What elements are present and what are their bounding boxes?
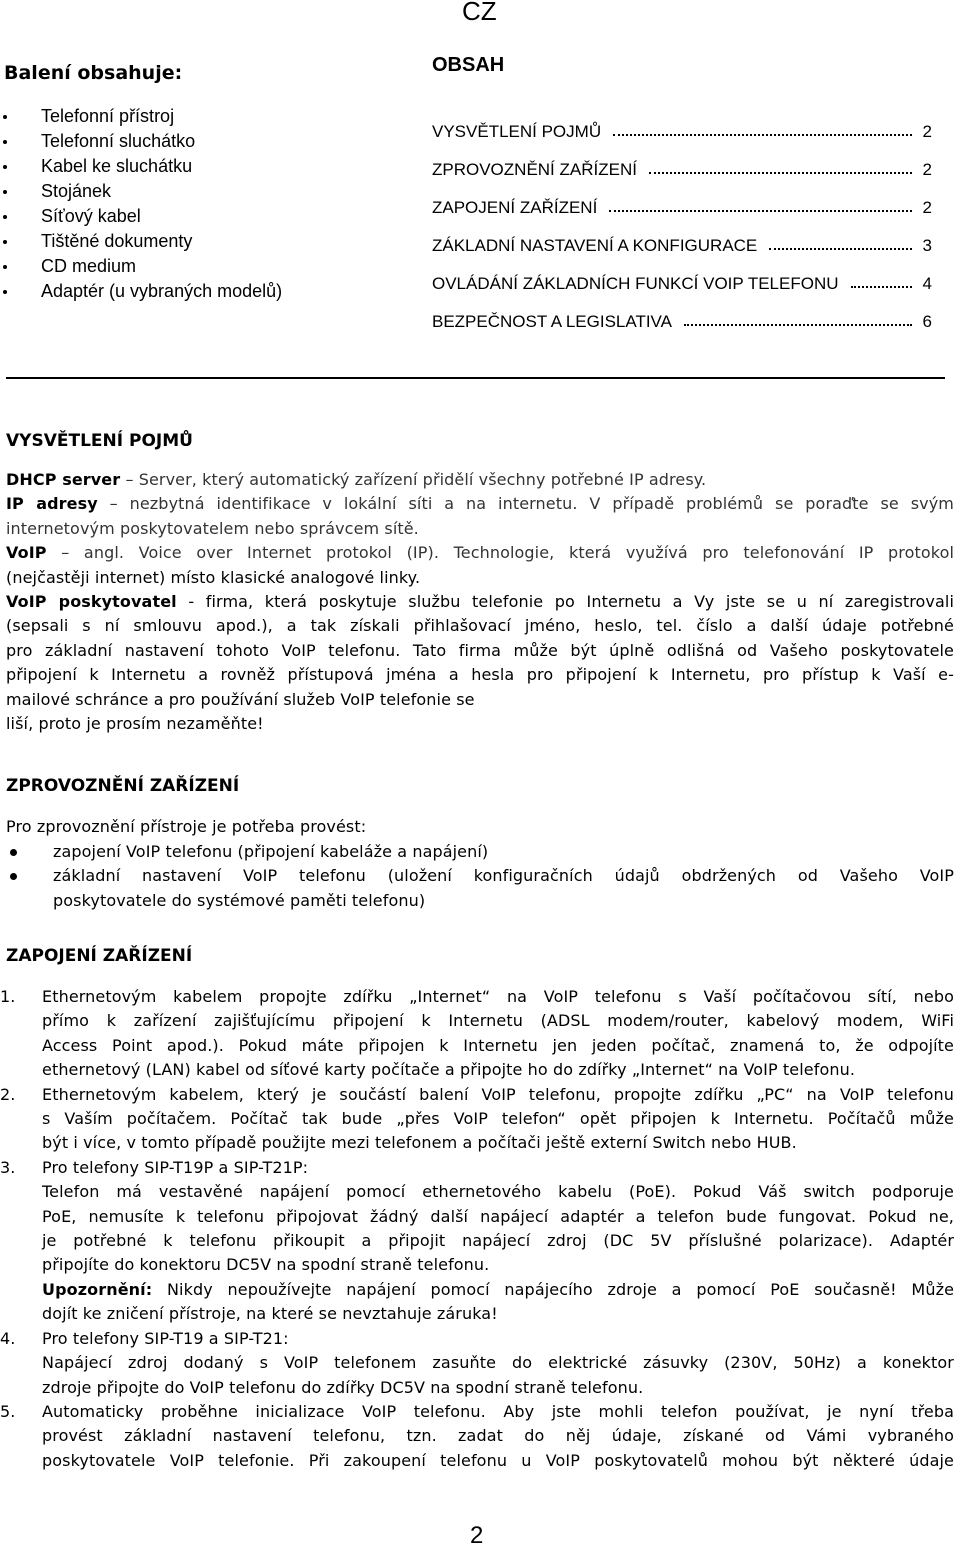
toc-leader xyxy=(851,286,912,288)
step-item xyxy=(0,985,954,1083)
step-item xyxy=(0,1400,954,1473)
list-item: Telefonní sluchátko xyxy=(0,129,282,154)
warning-label: Upozornění: xyxy=(42,1279,153,1299)
definition-line: (sepsali s ní smlouvu apod.), a tak získali přihlašovací jméno, heslo, tel. číslo a další údaje potřebné xyxy=(6,616,954,636)
toc-leader xyxy=(613,134,912,136)
toc-label: BEZPEČNOST A LEGISLATIVA xyxy=(432,312,672,331)
toc-page: 4 xyxy=(922,274,932,293)
list-item-line: základní nastavení VoIP telefonu (uložení konfiguračních údajů obdržených od Vašeho VoIP xyxy=(53,866,954,886)
glossary-section xyxy=(6,468,954,736)
definition: – angl. Voice over Internet protokol (IP). Technologie, která využívá pro telefonování IP protokol xyxy=(61,543,954,563)
glossary-ip xyxy=(6,492,954,516)
toc-entry[interactable] xyxy=(432,104,932,142)
connect-steps xyxy=(0,985,955,1473)
term: IP adresy xyxy=(6,494,98,514)
toc-label: ZPROVOZNĚNÍ ZAŘÍZENÍ xyxy=(432,160,637,179)
step-item xyxy=(0,1156,955,1327)
toc-entry[interactable] xyxy=(432,180,932,218)
list-item: Síťový kabel xyxy=(0,204,282,229)
warning-text: Nikdy nepoužívejte napájení pomocí napájecího zdroje a pomocí PoE současně! Může xyxy=(166,1279,955,1299)
step-line: být i více, v tomto případě použijte mezi telefonem a počítači ještě externí Switch nebo HUB. xyxy=(42,1133,797,1153)
toc-label: OVLÁDÁNÍ ZÁKLADNÍCH FUNKCÍ VOIP TELEFONU xyxy=(432,274,839,293)
step-number: 4. xyxy=(0,1328,16,1348)
step-line: zdroje připojte do VoIP telefonu do zdířky DC5V na spodní straně telefonu. xyxy=(42,1377,644,1397)
definition-line: mailové schránce a pro používání služeb VoIP telefonie se xyxy=(6,689,475,709)
list-item: Adaptér (u vybraných modelů) xyxy=(0,279,282,304)
step-line: Ethernetovým kabelem propojte zdířku „Internet“ na VoIP telefonu s Vaší počítačovou sítí, nebo xyxy=(42,987,954,1006)
step-number: 3. xyxy=(0,1157,16,1177)
list-item: Stojánek xyxy=(0,179,282,204)
step-line: provést základní nastavení telefonu, tzn. zadat do něj údaje, získané od Vámi vybraného xyxy=(42,1426,954,1446)
page-number: 2 xyxy=(470,1522,484,1549)
definition-continued: internetovým poskytovatelem nebo správcem sítě. xyxy=(6,518,419,538)
definition-line: pro základní nastavení tohoto VoIP telefonu. Tato firma může být úplně odlišná od Vašeho poskytovatele xyxy=(6,640,954,660)
glossary-voip xyxy=(6,541,954,565)
glossary-dhcp xyxy=(6,468,954,492)
definition-line: liší, proto je prosím nezaměňte! xyxy=(6,714,264,734)
toc-entry[interactable] xyxy=(432,142,932,180)
step-subheading: Pro telefony SIP-T19P a SIP-T21P: xyxy=(42,1157,309,1177)
term: VoIP xyxy=(6,543,47,563)
list-item: Kabel ke sluchátku xyxy=(0,154,282,179)
package-contents-title: Balení obsahuje: xyxy=(4,62,183,84)
step-line: Napájecí zdroj dodaný s VoIP telefonem zasuňte do elektrické zásuvky (230V, 50Hz) a konektor xyxy=(42,1353,954,1373)
toc-page: 3 xyxy=(922,236,932,255)
list-item: zapojení VoIP telefonu (připojení kabeláže a napájení) xyxy=(6,840,954,864)
step-line: ethernetový (LAN) kabel od síťové karty počítače a připojte ho do zdířky „Internet“ na VoIP telefonu. xyxy=(42,1060,856,1080)
step-line: PoE, nemusíte k telefonu připojovat žádný další napájecí adaptér a telefon bude fungovat. Pokud ne, xyxy=(42,1206,954,1226)
toc-page: 2 xyxy=(922,122,932,141)
toc-entry[interactable] xyxy=(432,256,932,294)
toc-label: ZAPOJENÍ ZAŘÍZENÍ xyxy=(432,198,598,217)
toc-page: 2 xyxy=(922,160,932,179)
setup-intro: Pro zprovoznění přístroje je potřeba provést: xyxy=(6,817,367,836)
step-line: Telefon má vestavěné napájení pomocí ethernetového kabelu (PoE). Pokud Váš switch podporuje xyxy=(42,1182,954,1202)
toc-leader xyxy=(769,248,912,250)
glossary-provider xyxy=(6,590,954,614)
toc-title: OBSAH xyxy=(432,54,505,76)
package-contents-list xyxy=(0,104,282,304)
definition-continued: (nejčastěji internet) místo klasické analogové linky. xyxy=(6,567,421,587)
step-item xyxy=(0,1327,954,1400)
list-item xyxy=(6,864,954,913)
step-line: je potřebné k telefonu přikoupit a připojit napájecí zdroj (DC 5V příslušné polarizace). Adaptér xyxy=(42,1231,954,1251)
toc-leader xyxy=(684,324,912,326)
language-code: CZ xyxy=(462,0,497,26)
step-number: 2. xyxy=(0,1084,16,1104)
step-line: Automaticky proběhne inicializace VoIP telefonu. Aby jste mohli telefon používat, je nyní třeba xyxy=(42,1401,954,1421)
toc-leader xyxy=(649,172,912,174)
toc-leader xyxy=(609,210,912,212)
definition: - firma, která poskytuje službu telefonie po Internetu a Vy jste se u ní zaregistrovali xyxy=(188,592,954,612)
step-line: s Vaším počítačem. Počítač tak bude „přes VoIP telefon“ opět připojen k Internetu. Počítačů může xyxy=(42,1109,954,1129)
definition: – Server, který automatický zařízení přidělí všechny potřebné IP adresy. xyxy=(125,470,707,489)
toc-label: VYSVĚTLENÍ POJMŮ xyxy=(432,122,602,141)
toc-entry[interactable] xyxy=(432,294,932,332)
glossary-heading: VYSVĚTLENÍ POJMŮ xyxy=(6,431,193,451)
step-line: Ethernetovým kabelem, který je součástí balení VoIP telefonu, propojte zdířku „PC“ na VoIP telefonu xyxy=(42,1084,954,1104)
list-item: Tištěné dokumenty xyxy=(0,229,282,254)
step-number: 1. xyxy=(0,987,16,1006)
list-item: CD medium xyxy=(0,254,282,279)
term: VoIP poskytovatel xyxy=(6,592,177,612)
step-number: 5. xyxy=(0,1401,16,1421)
step-line: poskytovatele VoIP telefonie. Při zakoupení telefonu u VoIP poskytovatelů mohou být některé údaje xyxy=(42,1450,954,1470)
toc-label: ZÁKLADNÍ NASTAVENÍ A KONFIGURACE xyxy=(432,236,758,255)
toc-page: 6 xyxy=(922,312,932,331)
setup-list xyxy=(6,840,954,913)
step-item xyxy=(0,1083,954,1156)
list-item-line: poskytovatele do systémové paměti telefonu) xyxy=(53,890,426,910)
step-subheading: Pro telefony SIP-T19 a SIP-T21: xyxy=(42,1328,289,1348)
term: DHCP server xyxy=(6,470,121,489)
step-line: Access Point apod.). Pokud máte připojen k Internetu jen jeden počítač, znamená to, že odpojíte xyxy=(42,1035,954,1055)
setup-heading: ZPROVOZNĚNÍ ZAŘÍZENÍ xyxy=(6,776,240,796)
table-of-contents xyxy=(432,104,932,332)
toc-page: 2 xyxy=(922,198,932,217)
warning-line: dojít ke zničení přístroje, na které se nevztahuje záruka! xyxy=(42,1304,498,1324)
definition: – nezbytná identifikace v lokální síti a na internetu. V případě problémů se poraďte se svým xyxy=(109,494,954,514)
list-item: Telefonní přístroj xyxy=(0,104,282,129)
step-line: přímo k zařízení zajišťujícímu připojení k Internetu (ADSL modem/router, kabelový modem, WiFi xyxy=(42,1011,954,1031)
warning-line xyxy=(42,1278,954,1302)
toc-entry[interactable] xyxy=(432,218,932,256)
step-line: připojíte do konektoru DC5V na spodní straně telefonu. xyxy=(42,1255,490,1275)
connect-heading: ZAPOJENÍ ZAŘÍZENÍ xyxy=(6,946,193,966)
section-divider xyxy=(6,377,945,379)
definition-line: připojení k Internetu a rovněž přístupová jména a hesla pro připojení k Internetu, pro přístup k Vaší e- xyxy=(6,665,954,685)
